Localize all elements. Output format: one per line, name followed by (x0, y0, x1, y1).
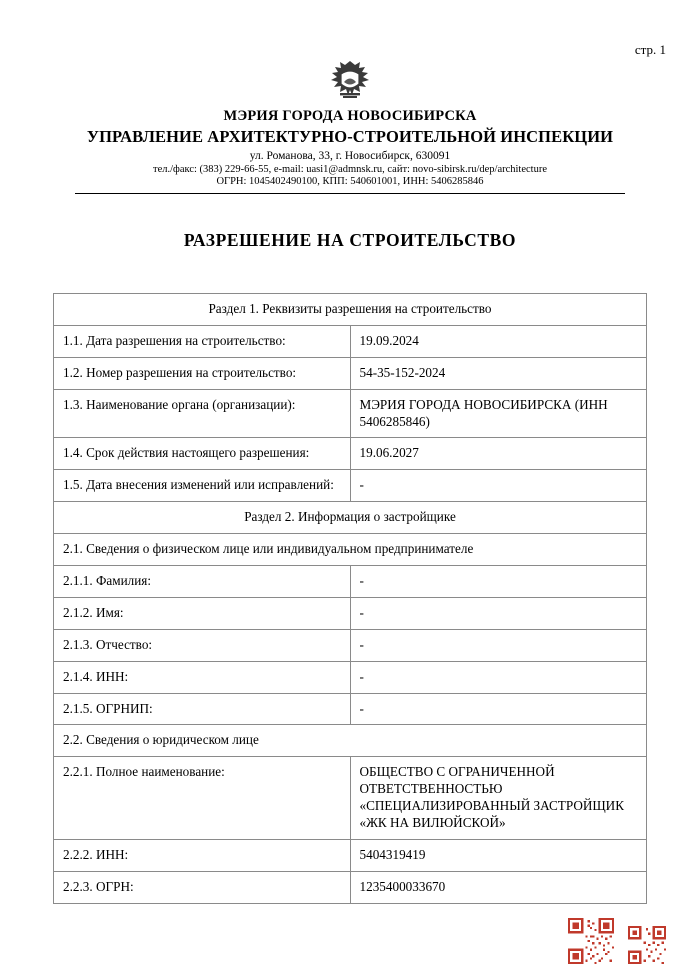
org-name-line-2: УПРАВЛЕНИЕ АРХИТЕКТУРНО-СТРОИТЕЛЬНОЙ ИНСПЕКЦИИ (86, 127, 614, 146)
table-subsection-header: 2.1. Сведения о физическом лице или индивидуальном предпринимателе (54, 534, 647, 566)
table-body (54, 294, 647, 904)
document-title: РАЗРЕШЕНИЕ НА СТРОИТЕЛЬСТВО (183, 230, 517, 250)
field-value: - (350, 597, 647, 629)
field-label: 1.4. Срок действия настоящего разрешения: (54, 438, 351, 470)
header-divider (75, 193, 625, 194)
qr-code-small (628, 926, 666, 964)
field-value: 54-35-152-2024 (350, 357, 647, 389)
table-subsection-header: 2.2. Сведения о юридическом лице (54, 725, 647, 757)
table-row (54, 325, 647, 357)
table-row (54, 566, 647, 598)
table-row (54, 757, 647, 840)
field-value: 19.09.2024 (350, 325, 647, 357)
field-value: 5404319419 (350, 839, 647, 871)
field-value: - (350, 566, 647, 598)
field-label: 2.1.4. ИНН: (54, 661, 351, 693)
table-row (54, 661, 647, 693)
org-registration-codes: ОГРН: 1045402490100, КПП: 540601001, ИНН: 5406285846 (216, 176, 484, 187)
field-value: - (350, 661, 647, 693)
field-label: 2.1.5. ОГРНИП: (54, 693, 351, 725)
document-header (30, 0, 670, 194)
table-row (54, 294, 647, 326)
table-row (54, 502, 647, 534)
table-row (54, 438, 647, 470)
field-label: 2.1.1. Фамилия: (54, 566, 351, 598)
permit-details-table (53, 293, 647, 904)
table-section-header: Раздел 2. Информация о застройщике (54, 502, 647, 534)
field-label: 2.1.2. Имя: (54, 597, 351, 629)
org-contacts: тел./факс: (383) 229-66-55, e-mail: uasi1@admnsk.ru, сайт: novo-sibirsk.ru/dep/architecture (153, 164, 547, 175)
table-row (54, 629, 647, 661)
field-label: 1.2. Номер разрешения на строительство: (54, 357, 351, 389)
field-label: 1.5. Дата внесения изменений или исправлений: (54, 470, 351, 502)
table-section-header: Раздел 1. Реквизиты разрешения на строительство (54, 294, 647, 326)
field-value: - (350, 470, 647, 502)
table-row (54, 597, 647, 629)
field-value: МЭРИЯ ГОРОДА НОВОСИБИРСКА (ИНН 5406285846) (350, 389, 647, 438)
org-name-line-1: МЭРИЯ ГОРОДА НОВОСИБИРСКА (223, 108, 477, 124)
field-label: 2.2.2. ИНН: (54, 839, 351, 871)
novosibirsk-coat-of-arms-icon (327, 60, 373, 102)
field-value: 19.06.2027 (350, 438, 647, 470)
stamp-area (568, 918, 666, 964)
field-label: 1.3. Наименование органа (организации): (54, 389, 351, 438)
table-row (54, 871, 647, 903)
table-row (54, 470, 647, 502)
table-row (54, 839, 647, 871)
table-row (54, 357, 647, 389)
field-label: 2.2.1. Полное наименование: (54, 757, 351, 840)
table-row (54, 693, 647, 725)
table-row (54, 534, 647, 566)
field-value: 1235400033670 (350, 871, 647, 903)
field-value: - (350, 629, 647, 661)
field-label: 1.1. Дата разрешения на строительство: (54, 325, 351, 357)
org-address: ул. Романова, 33, г. Новосибирск, 630091 (249, 150, 451, 162)
field-value: - (350, 693, 647, 725)
page-number: стр. 1 (634, 42, 666, 57)
table-row (54, 389, 647, 438)
table-row (54, 725, 647, 757)
field-label: 2.1.3. Отчество: (54, 629, 351, 661)
qr-code-large (568, 918, 614, 964)
field-label: 2.2.3. ОГРН: (54, 871, 351, 903)
field-value: ОБЩЕСТВО С ОГРАНИЧЕННОЙ ОТВЕТСТВЕННОСТЬЮ «СПЕЦИАЛИЗИРОВАННЫЙ ЗАСТРОЙЩИК «ЖК НА ВИЛЮЙСКОЙ» (350, 757, 647, 840)
